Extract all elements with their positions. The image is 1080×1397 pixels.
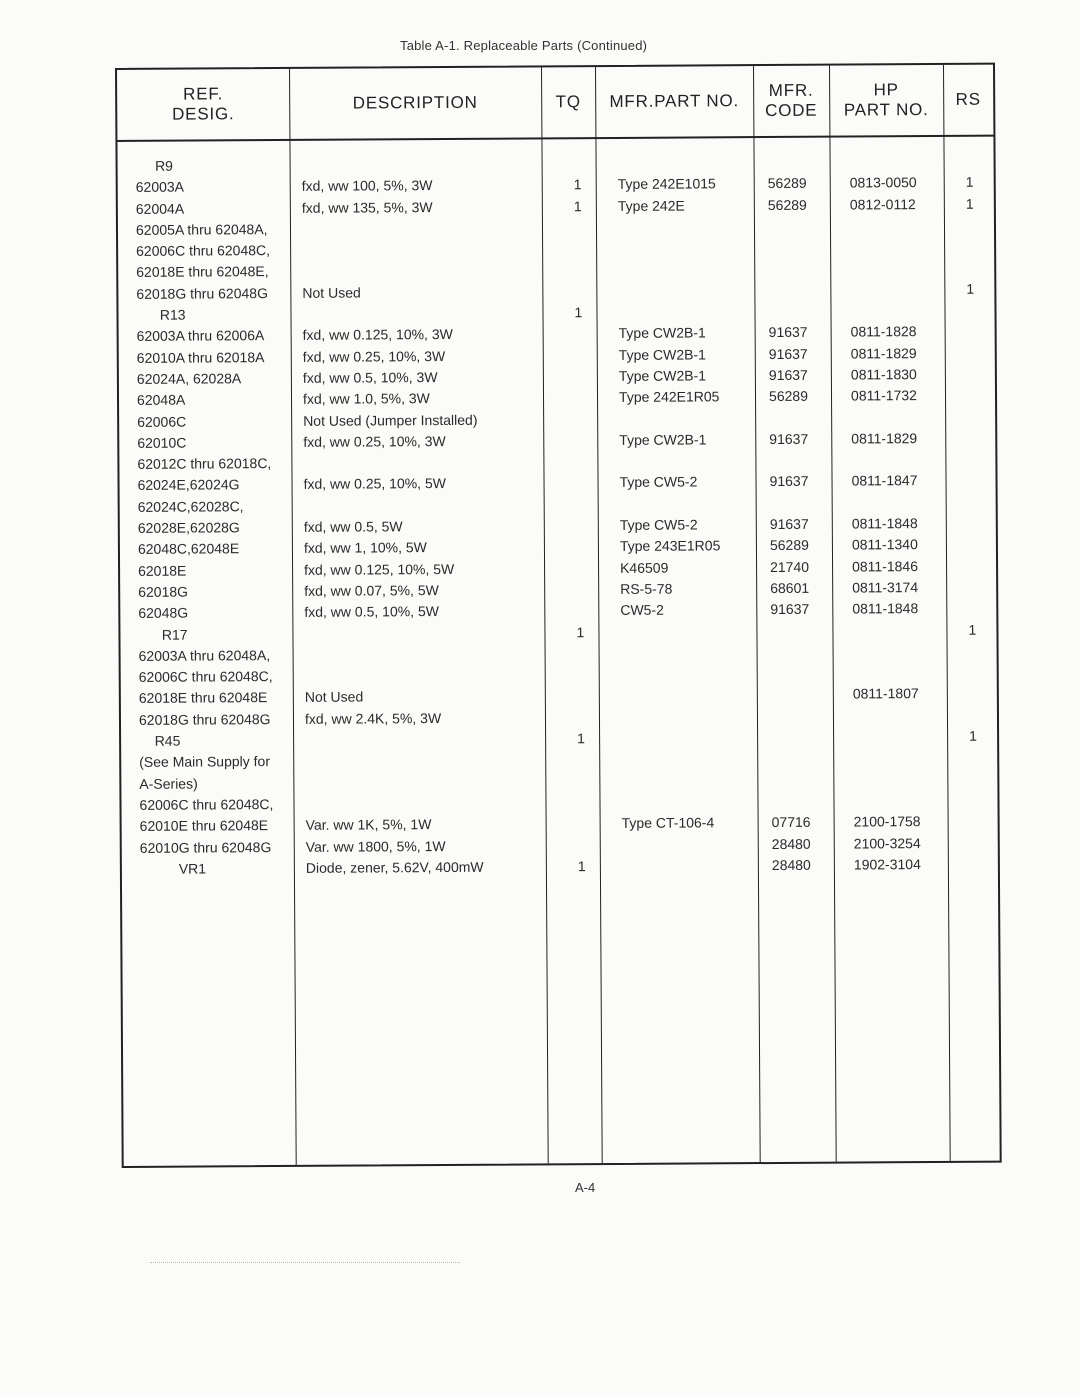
table-cell-hp-part-no: [850, 279, 917, 301]
table-cell-description: fxd, ww 1.0, 5%, 3W: [302, 390, 430, 408]
table-cell-ref-desig: 62018G: [138, 583, 189, 600]
table-cell-tq: [577, 686, 585, 707]
table-cell-mfr-code: [771, 748, 810, 770]
table-cell-hp-part-no: [850, 236, 917, 258]
table-cell-hp-part-no: 0811-1828: [850, 323, 917, 340]
table-cell-mfr-code: [769, 450, 808, 472]
table-cell-ref-desig: 62012C thru 62018C,: [137, 455, 272, 473]
table-cell-tq: 1: [577, 730, 585, 747]
table-cell-tq: [575, 366, 583, 387]
table-cell-ref-desig: 62048A: [136, 391, 186, 409]
table-cell-mfr-code: 91637: [769, 430, 809, 447]
table-cell-tq: [575, 345, 583, 366]
table-cell-description: fxd, ww 2.4K, 5%, 3W: [304, 709, 442, 727]
table-cell-description: fxd, ww 1, 10%, 5W: [303, 539, 427, 557]
table-cell-hp-part-no: 0811-1846: [852, 557, 919, 575]
table-cell-ref-desig: 62018E thru 62048E: [138, 689, 268, 707]
table-cell-mfr-part-no: [619, 450, 720, 472]
table-cell-mfr-part-no: [618, 280, 719, 302]
table-cell-rs: [967, 428, 975, 449]
table-cell-rs: 1: [965, 174, 974, 191]
table-cell-mfr-code: 56289: [767, 175, 807, 192]
table-cell-rs: [967, 449, 975, 470]
column-divider: [541, 67, 549, 1163]
table-cell-rs: [970, 811, 978, 832]
column-divider: [943, 65, 951, 1161]
table-cell-ref-desig: 62018G thru 62048G: [138, 710, 271, 728]
table-cell-rs: [969, 641, 977, 662]
table-cell-hp-part-no: [853, 726, 920, 748]
table-cell-tq: [576, 558, 584, 579]
table-cell-mfr-code: 91637: [769, 473, 809, 490]
table-cell-mfr-part-no: [618, 238, 719, 260]
table-cell-rs: [969, 683, 977, 704]
table-cell-ref-desig: 62024A, 62028A: [136, 370, 242, 387]
table-cell-rs: [967, 342, 975, 363]
table-cell-mfr-code: 56289: [768, 388, 809, 405]
table-cell-ref-desig: VR1: [139, 860, 207, 877]
table-cell-tq: [576, 600, 584, 621]
table-cell-hp-part-no: 0811-1829: [851, 429, 918, 447]
column-divider: [289, 69, 297, 1165]
table-cell-description: [305, 665, 483, 687]
table-cell-description: Var. ww 1800, 5%, 1W: [305, 837, 446, 855]
table-cell-tq: [576, 515, 584, 536]
table-cell-rs: [967, 385, 975, 406]
page-number: A-4: [575, 1180, 596, 1195]
table-cell-hp-part-no: [852, 620, 919, 642]
table-cell-rs: [968, 577, 976, 598]
table-cell-mfr-part-no: Type CT-106-4: [621, 814, 715, 832]
table-cell-ref-desig: 62010E thru 62048E: [139, 817, 269, 835]
table-cell-mfr-code: 91637: [768, 366, 808, 383]
table-cell-mfr-code: 56289: [767, 196, 807, 213]
table-cell-mfr-part-no: Type CW2B-1: [618, 346, 706, 363]
table-cell-tq: [575, 451, 583, 472]
table-cell-ref-desig: 62006C thru 62048C,: [139, 795, 274, 813]
table-cell-mfr-part-no: [618, 152, 719, 174]
table-cell-rs: 1: [968, 621, 977, 638]
table-cell-rs: [967, 406, 975, 427]
table-cell-mfr-code: [771, 727, 810, 749]
table-cell-rs: [967, 470, 975, 491]
table-cell-description: fxd, ww 0.5, 5W: [303, 518, 403, 535]
table-cell-hp-part-no: 0811-1732: [850, 387, 917, 404]
table-cell-description: Diode, zener, 5.62V, 400mW: [305, 858, 484, 876]
table-cell-mfr-code: [771, 642, 810, 664]
table-cell-rs: [968, 492, 976, 513]
table-cell-mfr-part-no: [621, 706, 722, 728]
table-cell-hp-part-no: [850, 258, 917, 280]
table-cell-ref-desig: 62003A thru 62006A: [136, 327, 265, 345]
table-cell-ref-desig: 62048C,62048E: [137, 540, 240, 558]
table-cell-tq: [576, 579, 584, 600]
table-cell-hp-part-no: 0811-1848: [851, 515, 918, 532]
table-cell-hp-part-no: 0811-1340: [851, 536, 918, 553]
table-cell-mfr-part-no: [621, 685, 722, 707]
table-cell-rs: [969, 768, 977, 789]
table-cell-ref-desig: 62018E thru 62048E,: [136, 263, 269, 281]
table-cell-tq: [577, 664, 585, 685]
table-cell-description: Not Used: [304, 688, 364, 706]
ref-desig-column: [136, 155, 274, 880]
table-cell-description: [305, 750, 483, 772]
table-cell-mfr-part-no: [621, 791, 722, 813]
table-cell-mfr-code: 91637: [770, 601, 810, 618]
table-cell-mfr-part-no: [618, 259, 719, 281]
table-cell-hp-part-no: 1902-3104: [853, 855, 921, 873]
table-cell-description: [302, 303, 480, 325]
table-cell-ref-desig: R13: [136, 306, 186, 323]
table-cell-mfr-code: [771, 791, 810, 813]
table-cell-rs: [969, 790, 977, 811]
table-cell-description: [305, 793, 483, 815]
table-cell-tq: [575, 473, 583, 494]
table-cell-description: [305, 644, 483, 666]
scan-artifact-line: [150, 1262, 460, 1263]
table-cell-tq: [575, 409, 583, 430]
table-cell-mfr-code: [768, 216, 807, 238]
table-cell-ref-desig: 62004A: [135, 200, 185, 217]
table-cell-tq: [574, 260, 582, 281]
table-cell-description: [303, 452, 481, 474]
header-mfr-part-no: MFR.PART NO.: [609, 91, 740, 111]
table-cell-mfr-part-no: [618, 301, 719, 323]
table-cell-tq: [576, 536, 584, 557]
table-cell-ref-desig: 62003A thru 62048A,: [138, 646, 271, 664]
table-cell-description: fxd, ww 0.07, 5%, 5W: [304, 581, 439, 599]
table-cell-mfr-part-no: [622, 834, 723, 856]
table-cell-tq: [577, 749, 585, 770]
table-cell-mfr-code: [771, 769, 810, 791]
table-cell-description: fxd, ww 0.25, 10%, 3W: [303, 432, 446, 450]
rs-column: [966, 151, 978, 875]
table-cell-mfr-code: 91637: [768, 345, 808, 362]
table-cell-description: fxd, ww 0.5, 10%, 3W: [302, 369, 438, 386]
table-cell-mfr-part-no: [618, 216, 719, 238]
table-cell-rs: [968, 555, 976, 576]
table-cell-ref-desig: 62010A thru 62018A: [136, 348, 265, 366]
table-cell-description: [305, 771, 483, 793]
table-cell-hp-part-no: 2100-3254: [853, 834, 921, 852]
table-cell-tq: [577, 792, 585, 813]
table-cell-description: [302, 239, 480, 261]
table-cell-ref-desig: 62003A: [135, 178, 185, 196]
table-cell-hp-part-no: 0811-1829: [850, 344, 917, 362]
table-cell-ref-desig: 62010C: [137, 434, 187, 451]
header-tq: TQ: [555, 92, 581, 112]
table-cell-description: [302, 260, 480, 282]
table-cell-tq: [575, 387, 583, 408]
table-cell-ref-desig: 62018G thru 62048G: [136, 284, 268, 302]
header-rs: RS: [955, 89, 981, 109]
table-cell-hp-part-no: 0811-1830: [850, 366, 917, 383]
table-cell-ref-desig: A-Series): [139, 775, 198, 792]
table-cell-description: [304, 495, 482, 517]
table-cell-mfr-code: 91637: [768, 324, 808, 341]
table-cell-ref-desig: 62018E: [138, 562, 187, 579]
description-column: [302, 154, 484, 879]
table-cell-hp-part-no: [853, 790, 920, 812]
tq-column: [574, 153, 586, 877]
table-cell-description: Not Used (Jumper Installed): [303, 411, 478, 429]
table-cell-ref-desig: 62024E,62024G: [137, 476, 240, 494]
table-cell-mfr-code: [771, 705, 810, 727]
table-cell-rs: [966, 300, 974, 321]
table-cell-mfr-part-no: Type CW2B-1: [618, 324, 706, 342]
table-cell-mfr-code: [768, 237, 807, 259]
table-cell-ref-desig: (See Main Supply for: [139, 753, 271, 771]
table-cell-ref-desig: 62010G thru 62048G: [139, 838, 272, 856]
table-cell-rs: [969, 662, 977, 683]
table-cell-mfr-part-no: Type CW5-2: [619, 516, 698, 533]
table-cell-rs: 1: [965, 195, 974, 212]
table-cell-ref-desig: 62006C thru 62048C,: [136, 242, 271, 260]
table-cell-description: [304, 622, 482, 644]
table-cell-tq: 1: [576, 623, 585, 640]
table-cell-rs: [969, 747, 977, 768]
table-cell-hp-part-no: [853, 705, 920, 727]
table-cell-description: fxd, ww 0.25, 10%, 3W: [302, 347, 446, 365]
table-cell-tq: [577, 707, 585, 728]
table-cell-hp-part-no: 0813-0050: [849, 174, 917, 191]
table-cell-hp-part-no: 0811-1848: [852, 600, 919, 617]
table-cell-hp-part-no: [851, 407, 918, 429]
column-divider: [753, 66, 761, 1162]
table-cell-rs: 1: [966, 280, 975, 297]
table-cell-mfr-part-no: [622, 855, 723, 877]
table-cell-mfr-code: [770, 493, 809, 515]
table-cell-hp-part-no: 0811-1807: [852, 685, 919, 702]
table-cell-rs: [967, 364, 975, 385]
table-cell-mfr-code: 28480: [771, 856, 811, 873]
table-cell-tq: 1: [577, 857, 586, 874]
hp-part-no-column: [850, 151, 921, 875]
table-cell-ref-desig: 62005A thru 62048A,: [135, 220, 268, 238]
table-cell-mfr-part-no: Type 242E1R05: [618, 388, 720, 406]
table-cell-description: [302, 218, 480, 240]
column-divider: [595, 67, 603, 1163]
table-cell-tq: [574, 217, 582, 238]
table-cell-mfr-code: [770, 620, 809, 642]
table-cell-rs: [968, 598, 976, 619]
table-cell-rs: [966, 257, 974, 278]
table-cell-mfr-part-no: Type 242E1015: [617, 175, 716, 193]
table-cell-mfr-code: 91637: [769, 515, 809, 533]
table-cell-hp-part-no: 0811-1847: [851, 472, 918, 489]
table-cell-description: [302, 154, 480, 176]
table-cell-rs: [967, 321, 975, 342]
table-cell-mfr-part-no: [621, 642, 722, 664]
table-cell-mfr-part-no: CW5-2: [620, 601, 664, 619]
table-cell-ref-desig: R9: [135, 157, 174, 174]
table-cell-tq: [577, 643, 585, 664]
table-cell-ref-desig: R45: [139, 732, 181, 749]
table-cell-mfr-code: [768, 152, 807, 174]
table-cell-description: fxd, ww 0.5, 10%, 5W: [304, 603, 439, 621]
table-cell-mfr-part-no: Type 242E: [617, 197, 685, 214]
table-cell-mfr-part-no: Type CW2B-1: [619, 431, 707, 448]
table-cell-rs: [966, 151, 974, 172]
table-cell-hp-part-no: [853, 662, 920, 684]
mfr-part-no-column: [618, 152, 723, 877]
table-cell-rs: [970, 832, 978, 853]
table-cell-rs: [968, 513, 976, 534]
table-cell-mfr-part-no: RS-5-78: [620, 580, 673, 597]
table-cell-description: fxd, ww 0.125, 10%, 3W: [302, 326, 453, 344]
table-cell-mfr-code: [768, 258, 807, 280]
table-cell-description: Var. ww 1K, 5%, 1W: [305, 816, 432, 834]
table-cell-tq: [578, 835, 586, 856]
table-cell-hp-part-no: [852, 492, 919, 514]
table-cell-mfr-part-no: Type CW2B-1: [618, 367, 707, 384]
table-cell-mfr-part-no: K46509: [620, 559, 669, 576]
table-cell-rs: [968, 534, 976, 555]
table-cell-hp-part-no: [853, 769, 920, 791]
table-cell-rs: [970, 854, 978, 875]
table-cell-tq: 1: [573, 197, 582, 214]
table-cell-ref-desig: 62028E,62028G: [137, 519, 240, 536]
table-cell-hp-part-no: [853, 747, 920, 769]
table-cell-tq: [578, 813, 586, 834]
table-cell-mfr-part-no: [620, 493, 721, 515]
table-cell-tq: [574, 281, 582, 302]
table-cell-mfr-part-no: [621, 663, 722, 685]
mfr-code-column: [768, 152, 811, 876]
table-cell-tq: 1: [573, 176, 582, 193]
table-cell-mfr-part-no: Type 243E1R05: [619, 537, 721, 555]
header-description: DESCRIPTION: [352, 92, 478, 113]
table-caption: Table A-1. Replaceable Parts (Continued): [400, 38, 648, 53]
table-cell-mfr-code: [768, 301, 807, 323]
table-cell-description: fxd, ww 0.25, 10%, 5W: [303, 475, 446, 493]
table-cell-tq: [575, 430, 583, 451]
header-mfr-code: MFR. CODE: [765, 80, 818, 121]
table-cell-tq: 1: [574, 304, 583, 321]
table-cell-mfr-code: 56289: [769, 537, 809, 554]
table-cell-mfr-code: [768, 280, 807, 302]
table-cell-description: fxd, ww 100, 5%, 3W: [301, 177, 433, 195]
table-cell-ref-desig: 62048G: [138, 604, 189, 622]
table-cell-mfr-part-no: [621, 727, 722, 749]
table-cell-ref-desig: R17: [138, 626, 188, 643]
table-cell-description: [305, 729, 483, 751]
table-cell-mfr-code: [769, 407, 808, 429]
table-cell-description: Not Used: [302, 284, 361, 301]
table-cell-rs: 1: [969, 727, 977, 744]
table-cell-mfr-part-no: [619, 408, 720, 430]
header-hp-part-no: HP PART NO.: [843, 80, 929, 120]
table-cell-mfr-code: 68601: [770, 579, 810, 596]
table-cell-hp-part-no: [853, 641, 920, 663]
table-cell-mfr-part-no: [620, 621, 721, 643]
table-cell-mfr-code: 28480: [771, 835, 811, 852]
table-cell-tq: [574, 153, 582, 174]
table-cell-ref-desig: 62006C thru 62048C,: [138, 668, 273, 685]
table-cell-mfr-part-no: [621, 749, 722, 771]
table-cell-ref-desig: 62006C: [137, 413, 187, 430]
table-cell-hp-part-no: 0811-3174: [852, 579, 919, 596]
table-cell-hp-part-no: 2100-1758: [853, 813, 921, 830]
table-cell-tq: [575, 324, 583, 345]
table-cell-mfr-code: 07716: [771, 813, 811, 831]
table-cell-hp-part-no: [850, 151, 917, 173]
table-cell-description: fxd, ww 135, 5%, 3W: [301, 198, 433, 216]
table-cell-tq: [574, 238, 582, 259]
table-cell-rs: [966, 236, 974, 257]
table-cell-rs: [969, 704, 977, 725]
table-cell-mfr-code: [771, 684, 810, 706]
table-cell-tq: [577, 771, 585, 792]
table-cell-mfr-part-no: Type CW5-2: [619, 473, 698, 491]
table-cell-mfr-code: [771, 663, 810, 685]
table-cell-hp-part-no: [851, 449, 918, 471]
table-cell-description: fxd, ww 0.125, 10%, 5W: [304, 560, 455, 578]
table-cell-mfr-part-no: [621, 770, 722, 792]
header-ref-desig: REF. DESIG.: [172, 84, 235, 124]
table-cell-rs: [966, 215, 974, 236]
replaceable-parts-table: [115, 63, 1002, 1168]
column-divider: [829, 66, 837, 1162]
table-cell-mfr-code: 21740: [770, 558, 810, 575]
table-cell-ref-desig: 62024C,62028C,: [137, 497, 244, 515]
table-cell-hp-part-no: 0812-0112: [849, 195, 916, 213]
table-cell-hp-part-no: [850, 215, 917, 237]
table-cell-tq: [576, 494, 584, 515]
table-cell-hp-part-no: [850, 300, 917, 322]
